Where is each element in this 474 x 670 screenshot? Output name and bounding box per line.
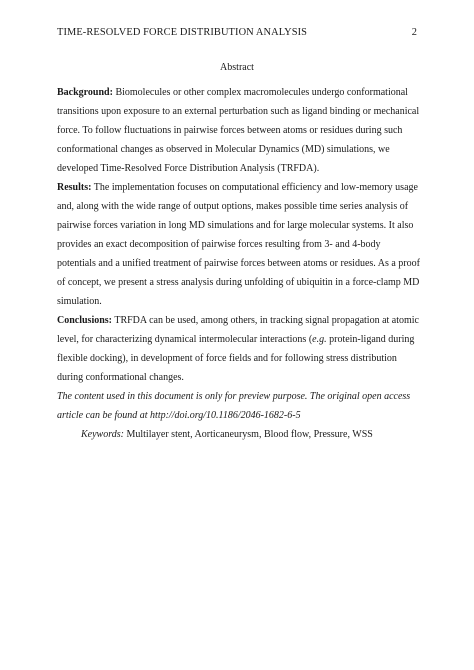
background-text: Biomolecules or other complex macromolecules undergo conformational transitions upon exposure to an external perturbation such as ligand binding or mechanical force. To follow fluctuations in pairwise forces between atoms or residues during such conformational changes as observed in Molecular Dynamics (MD) simulations, we developed Time-Resolved Force Distribution Analysis (TRFDA). [57, 87, 420, 174]
background-label: Background: [57, 87, 113, 98]
abstract-heading: Abstract [220, 62, 254, 73]
keywords-text: Multilayer stent, Aorticaneurysm, Blood flow, Pressure, WSS [126, 429, 373, 440]
conclusions-label: Conclusions: [57, 315, 113, 326]
keywords-label: Keywords: [81, 429, 124, 440]
conclusions-text-2: protein-ligand during flexible docking), in development of force fields and for following stress distribution during conformational changes. [57, 334, 415, 383]
conclusions-eg: e.g. [312, 334, 327, 345]
results-paragraph [57, 178, 420, 311]
results-label: Results: [57, 182, 92, 193]
results-text: The implementation focuses on computational efficiency and low-memory usage and, along with the wide range of output options, makes possible time series analysis of pairwise forces variation in long MD simulations and for large molecular systems. It also provides an exact decomposition of pairwise forces resulting from 3- and 4-body potentials and a unified treatment of pairwise forces between atoms or residues. As a proof of concept, we present a stress analysis during unfolding of ubiquitin in a force-clamp MD simulation. [57, 182, 420, 307]
background-paragraph [57, 83, 420, 178]
conclusions-text-1: TRFDA can be used, among others, in tracking signal propagation at atomic level, for characterizing dynamical intermolecular interactions ( [57, 315, 419, 345]
abstract-body [57, 83, 420, 444]
running-title: TIME-RESOLVED FORCE DISTRIBUTION ANALYSIS [57, 27, 308, 38]
running-header [57, 27, 417, 38]
page-number: 2 [411, 27, 417, 38]
conclusions-paragraph [57, 311, 420, 387]
preview-notice: The content used in this document is only for preview purpose. The original open access article can be found at http://doi.org/10.1186/2046-1682-6-5 [57, 391, 411, 421]
keywords-line [57, 425, 420, 444]
